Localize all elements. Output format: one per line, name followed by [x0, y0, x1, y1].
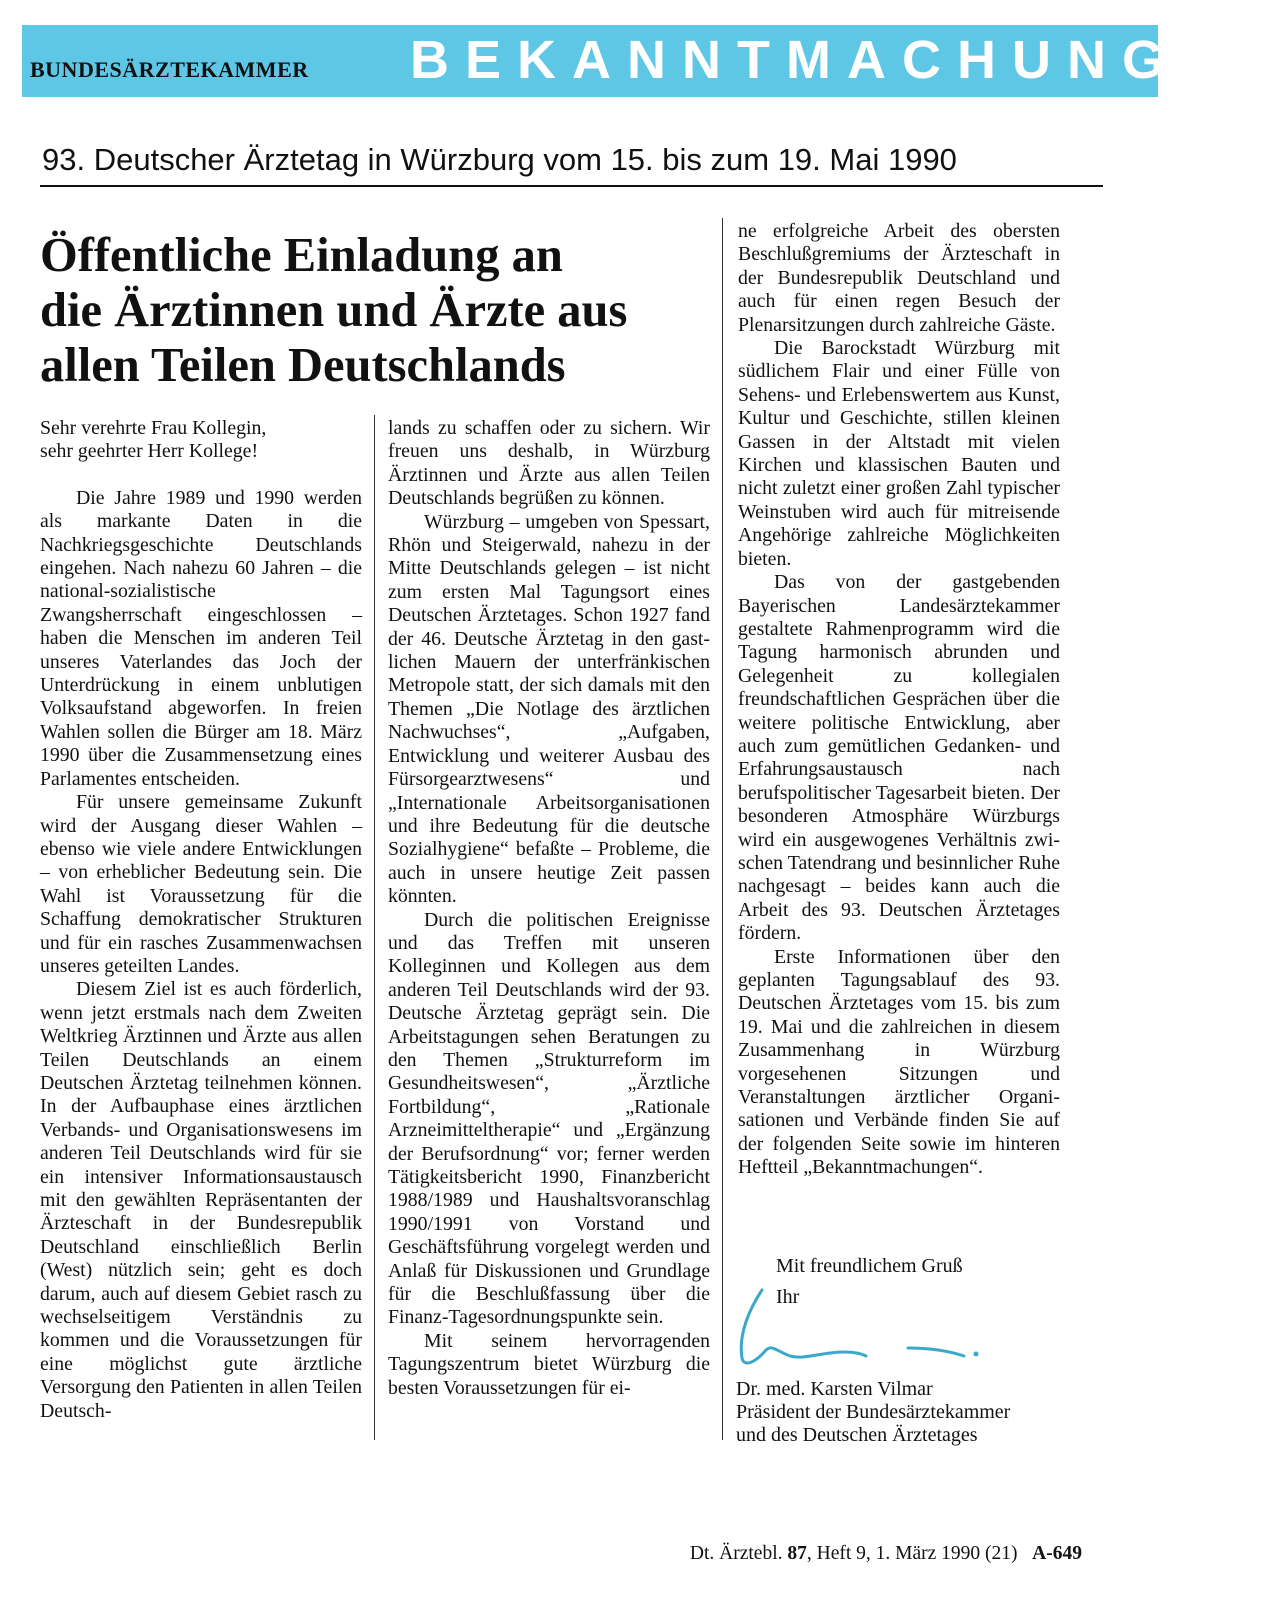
- signer-name: Dr. med. Karsten Vilmar: [736, 1378, 933, 1400]
- headline-line: Öffentliche Einladung an: [40, 229, 563, 282]
- headline-line: allen Teilen Deutschlands: [40, 339, 566, 392]
- section-title: BEKANNTMACHUNGEN: [410, 30, 1287, 90]
- page-number: A-649: [1032, 1543, 1082, 1564]
- header-banner: [22, 25, 1287, 97]
- column-divider: [374, 415, 375, 1440]
- paragraph: Das von der gastgebenden Bayerischen Landesärztekammer gestaltete Rahmenprogramm wird die Tagung harmonisch abrunden und Gelegenheit zu kollegialen freundschaftlichen Gesprächen über die weitere politische Entwicklung, aber auch zum gemütlichen Gedanken- und Erfahrungsaustausch nach berufspolitischer Tagesarbeit bieten. Der besonderen Atmosphäre Würzburgs wird ein ausgewogenes Verhältnis zwischen Tatendrang und besinnlicher Ruhe nachgesagt – beides kann auch die Arbeit des 93. Deutschen Ärztetages fördern.: [738, 571, 1060, 945]
- text-column-1: [40, 417, 362, 1423]
- text-column-2: [388, 417, 710, 1400]
- journal-name: Dt. Ärztebl.: [689, 1543, 783, 1564]
- paragraph: Für unsere gemeinsame Zukunft wird der Ausgang dieser Wahlen – ebenso wie viele andere Entwicklungen – von erheblicher Bedeutung sein. Die Wahl ist Voraussetzung für die Schaffung demokratischer Strukturen und für ein rasches Zusammenwachsen unseres geteilten Landes.: [40, 791, 362, 977]
- headline: [40, 228, 740, 393]
- event-rule: [40, 185, 1103, 187]
- signer-title: und des Deutschen Ärztetages: [736, 1424, 978, 1446]
- event-title: 93. Deutscher Ärztetag in Würzburg vom 15. bis zum 19. Mai 1990: [42, 142, 957, 177]
- closing-greeting: Mit freundlichem Gruß: [776, 1255, 963, 1277]
- paragraph: Würzburg – umgeben von Spessart, Rhön und Steigerwald, nahezu in der Mitte Deutschlands gelegen – ist nicht zum ersten Mal Tagungsort eines Deutschen Ärztetages. Schon 1927 fand der 46. Deutsche Ärztetag in den gastlichen Mauern der unterfränkischen Metropole statt, der sich damals mit den Themen „Die Notlage des ärztlichen Nachwuchses“, „Aufgaben, Entwicklung und weiterer Ausbau des Fürsorgearztwesens“ und „Internationale Arbeitsorganisationen und ihre Bedeutung für die deutsche Sozialhygiene“ befaßte – Probleme, die auch in unsere heutige Zeit passen könnten.: [388, 510, 710, 908]
- paragraph: ne erfolgreiche Arbeit des obersten Beschlußgremiums der Ärzteschaft in der Bundesrepublik Deutschland und auch für einen regen Besuch der Plenarsitzungen durch zahlreiche Gäste.: [738, 220, 1060, 336]
- paragraph: lands zu schaffen oder zu sichern. Wir freuen uns deshalb, in Würzburg Ärztinnen und Ärzte aus allen Teilen Deutschlands begrüßen zu können.: [388, 417, 710, 510]
- signer-title: Präsident der Bundesärztekammer: [736, 1401, 1011, 1423]
- paragraph: Diesem Ziel ist es auch förderlich, wenn jetzt erstmals nach dem Zweiten Weltkrieg Ärztinnen und Ärzte aus allen Teilen Deutschlands an einem Deutschen Ärztetag teilnehmen können. In der Aufbauphase eines ärztlichen Verbands- und Organisationswesens im anderen Teil Deutschlands wird für sie ein intensiver Informationsaustausch mit den gewählten Repräsentanten der Ärzteschaft in der Bundesrepublik Deutschland einschließlich Berlin (West) nützlich sein; geht es doch darum, auch auf diesem Gebiet rasch zu wechselseitigem Verständnis zu kommen und die Voraussetzungen für eine möglichst gute ärztliche Versorgung den Patienten in allen Teilen Deutsch-: [40, 978, 362, 1422]
- paragraph: Durch die politischen Ereignisse und das Treffen mit unseren Kolleginnen und Kollegen aus dem anderen Teil Deutschlands wird der 93. Deutsche Ärztetag geprägt sein. Die Arbeitstagungen sehen Beratungen zu den Themen „Strukturreform im Gesundheitswesen“, „Ärztliche Fortbildung“, „Rationale Arzneimitteltherapie“ und „Ergänzung der Berufsordnung“ vor; ferner werden Tätigkeitsbericht 1990, Finanzbericht 1988/1989 und Haushaltsvoranschlag 1990/1991 von Vorstand und Geschäftsführung vorgelegt werden und Anlaß für Diskussionen und Grundlage für die Beschlußfassung über die Finanz-Tagesordnungspunkte sein.: [388, 908, 710, 1329]
- column-divider: [722, 218, 723, 1440]
- journal-volume: 87: [787, 1543, 807, 1564]
- paragraph: Mit seinem hervorragenden Tagungszentrum bietet Würzburg die besten Voraussetzungen für ei-: [388, 1329, 710, 1399]
- paragraph: Erste Informationen über den geplanten Tagungsablauf des 93. Deutschen Ärztetages vom 15. bis zum 19. Mai und die zahlreichen in diesem Zusammenhang in Würzburg vorgesehenen Sitzungen und Veranstaltungen ärztlicher Organisationen und Verbände finden Sie auf der folgenden Seite sowie im hinteren Heftteil „Bekanntmachungen“.: [738, 945, 1060, 1179]
- headline-line: die Ärztinnen und Ärzte aus: [40, 284, 628, 337]
- salutation-line: sehr geehrter Herr Kollege!: [40, 440, 259, 463]
- signature: [732, 1286, 992, 1376]
- footer-citation: [690, 1543, 1082, 1565]
- salutation-line: Sehr verehrte Frau Kollegin,: [40, 417, 267, 439]
- closing-yours: Ihr: [776, 1286, 800, 1308]
- paragraph: Die Jahre 1989 und 1990 werden als markante Daten in die Nachkriegsgeschichte Deutschlands eingehen. Nach nahezu 60 Jahren – die national-sozialistische Zwangsherrschaft eingeschlossen – haben die Menschen im anderen Teil unseres Vaterlandes das Joch der Unterdrückung in einem unblutigen Volksaufstand abgeworfen. In freien Wahlen sollen die Bürger am 18. März 1990 über die Zusammensetzung eines Parlamentes entscheiden.: [40, 486, 362, 790]
- journal-issue: , Heft 9, 1. März 1990 (21): [806, 1543, 1018, 1564]
- text-column-3: [738, 220, 1060, 1180]
- org-name: BUNDESÄRZTEKAMMER: [30, 57, 309, 82]
- paragraph: Die Barockstadt Würzburg mit südlichem Flair und einer Fülle von Sehens- und Erlebenswertem aus Kunst, Kultur und Geschichte, stillen kleinen Gassen in der Altstadt mit vielen Kirchen und klassischen Bauten und nicht zuletzt einer großen Zahl typischer Weinstuben wird auch für mitreisende Angehörige zahlreiche Möglichkeiten bieten.: [738, 337, 1060, 570]
